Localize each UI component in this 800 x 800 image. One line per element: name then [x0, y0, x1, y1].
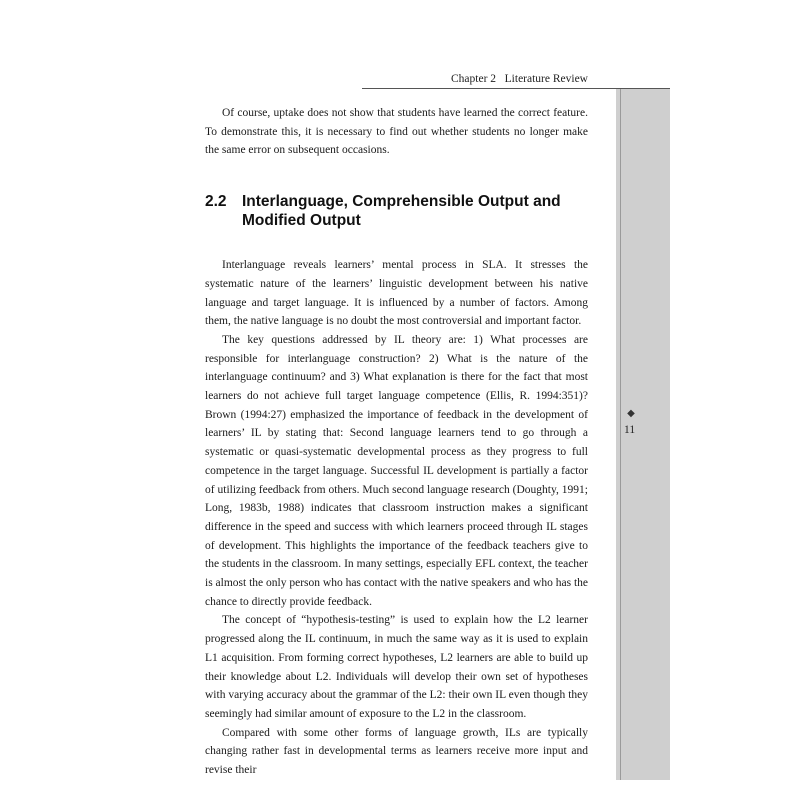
- paragraph: The key questions addressed by IL theory are: 1) What processes are responsible for interlanguage construction? 2) What is the nature of the interlanguage continuum? and 3) What explanation is there for the fact that most learners do not achieve full target language competence (Ellis, R. 1994:351)? Brown (1994:27) emphasized the importance of feedback in the development of learners’ IL by stating that: Second language learners tend to go through a systematic or quasi-systematic developmental process as they progress to full competence in the target language. Successful IL development is partially a factor of utilizing feedback from others. Much second language research (Doughty, 1991; Long, 1983b, 1988) indicates that classroom instruction makes a significant difference in the speed and success with which learners proceed through IL stages of development. This highlights the importance of the feedback teachers give to the students in the classroom. In many settings, especially EFL context, the teacher is almost the only person who has contact with the native speakers and who has the chance to directly provide feedback.: [205, 333, 588, 608]
- section-number: 2.2: [205, 193, 227, 211]
- section-title: Interlanguage, Comprehensible Output and Modified Output: [242, 193, 561, 230]
- paragraph: Interlanguage reveals learners’ mental process in SLA. It stresses the systematic nature of the learners’ linguistic development between his native language and target language. It is influenced by a number of factors. Among them, the native language is no doubt the most controversial and important factor.: [205, 259, 588, 328]
- page-number: 11: [624, 424, 636, 436]
- body-text: [205, 104, 588, 780]
- diamond-icon: ◆: [627, 408, 635, 419]
- section-heading: [205, 192, 588, 230]
- intro-paragraph: Of course, uptake does not show that students have learned the correct feature. To demonstrate this, it is necessary to find out whether students no longer make the same error on subsequent occasions.: [205, 107, 588, 157]
- paragraph: The concept of “hypothesis-testing” is used to explain how the L2 learner progressed along the IL continuum, in much the same way as it is used to explain L1 acquisition. From forming correct hypotheses, L2 learners are able to build up their knowledge about L2. Individuals will develop their own set of hypotheses with varying accuracy about the grammar of the L2: their own IL even though they seemingly had similar amount of exposure to the L2 in the classroom.: [205, 614, 588, 720]
- running-head: Chapter 2 Literature Review: [451, 73, 588, 85]
- paragraph: Compared with some other forms of language growth, ILs are typically changing rather fast in developmental terms as learners receive more input and revise their: [205, 726, 588, 777]
- side-margin-line: [620, 89, 621, 780]
